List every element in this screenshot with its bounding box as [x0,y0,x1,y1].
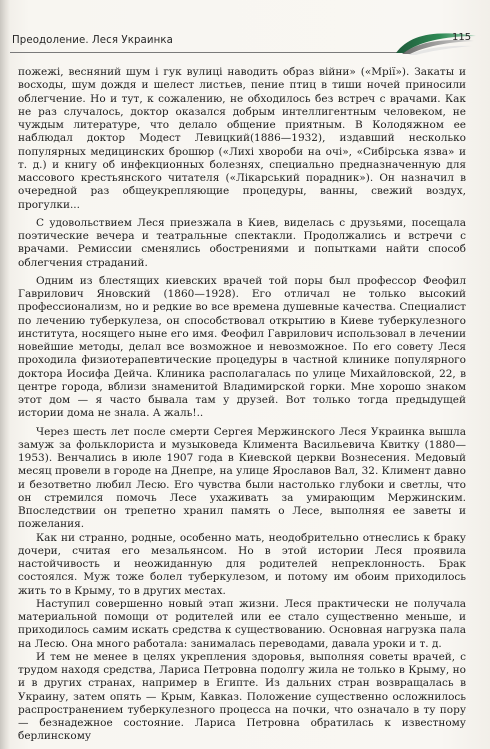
paragraph: С удовольствием Леся приезжала в Киев, виделась с друзьями, посещала поэтические вечера и театральные спектакли. Продолжались и встречи с врачами. Ремиссии сменялись обострениями и попытками найти способ облегчения страданий. [18,216,466,269]
paragraph: Через шесть лет после смерти Сергея Мержинского Леся Украинка вышла замуж за фольклориста и музыковеда Климента Васильевича Квитку (1880—1953). Венчались в июле 1907 года в Киевской церкви Вознесения. Медовый месяц провели в городе на Днепре, на улице Ярославов Вал, 32. Климент давно и безответно любил Лесю. Его чувства были настолько глубоки и светлы, что он стремился помочь Лесе ухаживать за умирающим Мержинским. Впоследствии он трепетно хранил память о Лесе, выполняя ее заветы и пожелания. [18,425,466,531]
paragraph: И тем не менее в целях укрепления здоровья, выполняя советы врачей, с трудом находя средства, Лариса Петровна подолгу жила не только в Крыму, но и в других странах, например в Египте. Из дальних стран возвращалась в Украину, затем опять — Крым, Кавказ. Положение существенно осложнилось распространением туберкулезного процесса на почки, что означало в ту пору — безнадежное состояние. Лариса Петровна обратилась к известному берлинскому [18,650,466,743]
paragraph: Наступил совершенно новый этап жизни. Леся практически не получала материальной помощи от родителей или ее стало существенно меньше, и приходилось самим искать средства к существованию. Основная нагрузка пала на Лесю. Она много работала: занималась переводами, давала уроки и т. д. [18,597,466,650]
paragraph: пожежі, весняний шум і гук вулиці наводить образ війни» («Мрії»). Закаты и восходы, шум дождя и шелест листьев, пение птиц в тиши ночей приносили облегчение. Но и тут, к сожалению, не обходилось без встреч с врачами. Как не раз случалось, доктор оказался добрым интеллигентным человеком, не чуждым литературе, что делало общение приятным. В Колодяжном ее наблюдал доктор Модест Левицкий(1886—1932), издавший несколько популярных медицинских брошюр («Лихі хвороби на очі», «Сибірська язва» и т. д.) и книгу об инфекционных болезнях, специально предназначенную для массового крестьянского читателя («Лікарський порадник»). Он назначил в очередной раз общеукрепляющие процедуры, ванны, свежий воздух, прогулки... [18,66,466,211]
paragraph: Как ни странно, родные, особенно мать, неодобрительно отнеслись к браку дочери, считая его мезальянсом. Но в этой истории Леся проявила настойчивость и неожиданную для родителей непреклонность. Брак состоялся. Муж тоже болел туберкулезом, и потому им обоим приходилось жить то в Крыму, то в других местах. [18,531,466,597]
page-binding-shadow [0,0,10,749]
running-header-title: Преодоление. Леся Украинка [12,35,173,46]
paragraph: Одним из блестящих киевских врачей той поры был профессор Феофил Гаврилович Яновский (1860—1928). Его отличал не только высокий профессионализм, но и редкие во все времена душевные качества. Специалист по лечению туберкулеза, он способствовал открытию в Киеве туберкулезного института, носящего ныне его имя. Феофил Гаврилович использовал в лечении новейшие методы, делал все возможное и невозможное. По его совету Леся проходила физиотерапевтические процедуры в частной клинике популярного доктора Иосифа Дейча. Клиника располагалась по улице Михайловской, 22, в центре города, вблизи знаменитой Владимирской горки. Мне хорошо знаком этот дом — я часто бывала там у друзей. Вот только тогда предыдущей истории дома не знала. А жаль!.. [18,274,466,420]
body-text [18,66,466,744]
running-header [10,28,480,56]
page-number: 115 [452,32,472,43]
header-rule [10,52,402,53]
